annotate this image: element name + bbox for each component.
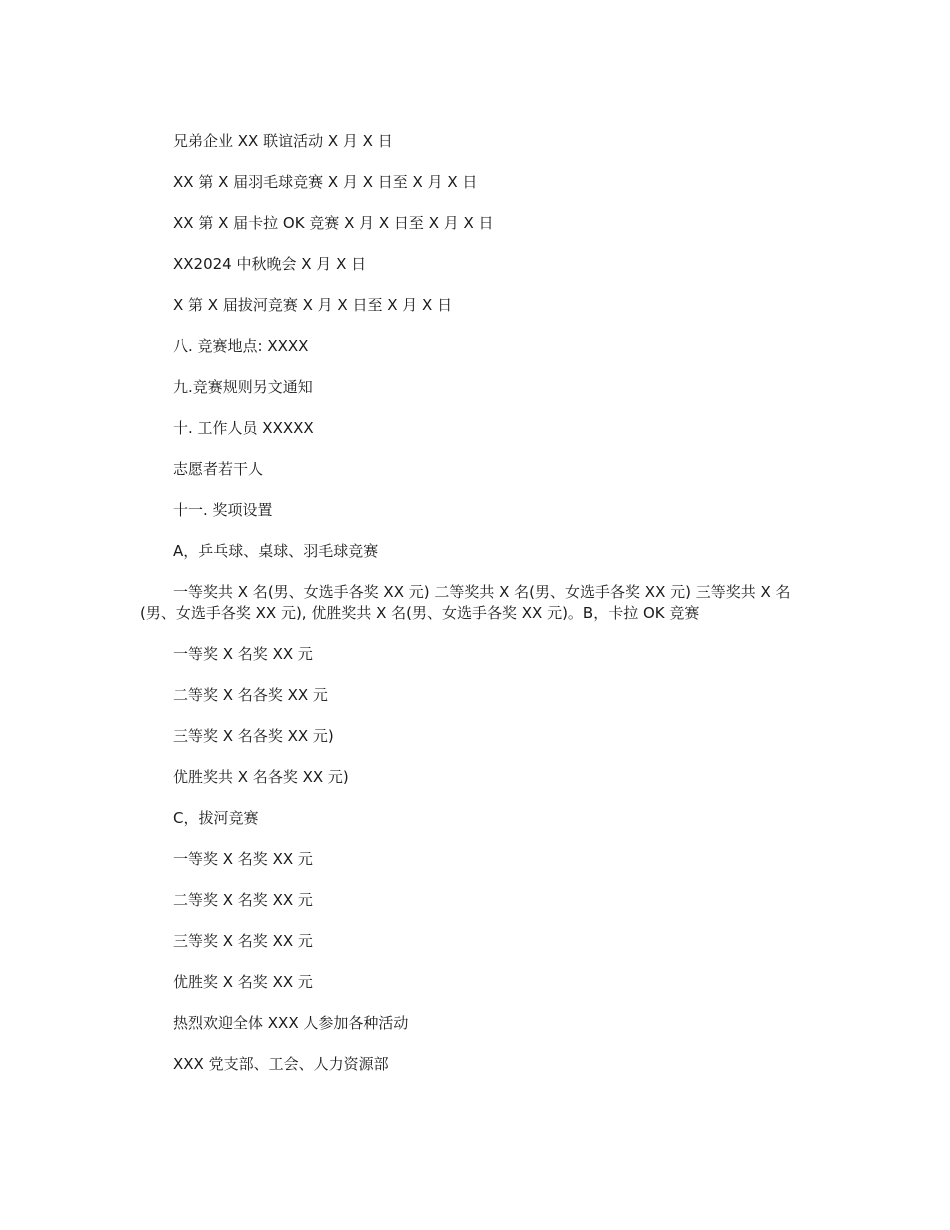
award-line: 一等奖 X 名奖 XX 元	[173, 645, 313, 663]
paragraph-event-tug-of-war: X 第 X 届拔河竞赛 X 月 X 日至 X 月 X 日	[173, 296, 453, 314]
award-line: 二等奖 X 名各奖 XX 元	[173, 686, 328, 704]
award-line: 二等奖 X 名奖 XX 元	[173, 891, 313, 909]
paragraph-event-badminton: XX 第 X 届羽毛球竞赛 X 月 X 日至 X 月 X 日	[173, 173, 478, 191]
paragraph-welcome: 热烈欢迎全体 XXX 人参加各种活动	[173, 1014, 409, 1032]
award-line: 优胜奖共 X 名各奖 XX 元)	[173, 768, 349, 786]
document-body	[140, 131, 820, 1095]
award-line: 三等奖 X 名各奖 XX 元)	[173, 727, 334, 745]
paragraph-signature: XXX 党支部、工会、人力资源部	[173, 1055, 389, 1073]
section-heading-rules: 九.竞赛规则另文通知	[173, 378, 313, 396]
subheading-tug-of-war: C，拔河竞赛	[173, 809, 259, 827]
paragraph-event-mid-autumn: XX2024 中秋晚会 X 月 X 日	[173, 255, 367, 273]
section-heading-staff: 十. 工作人员 XXXXX	[173, 419, 314, 437]
section-heading-venue: 八. 竞赛地点: XXXX	[173, 337, 309, 355]
award-line: 一等奖 X 名奖 XX 元	[173, 850, 313, 868]
section-heading-awards: 十一. 奖项设置	[173, 501, 273, 519]
paragraph-ball-games-awards: 一等奖共 X 名(男、女选手各奖 XX 元) 二等奖共 X 名(男、女选手各奖 XX 元) 三等奖共 X 名(男、女选手各奖 XX 元), 优胜奖共 X 名(男、女选手各奖 XX 元)。B，卡拉 OK 竞赛	[140, 583, 791, 622]
paragraph-volunteers: 志愿者若干人	[173, 460, 264, 478]
award-line: 优胜奖 X 名奖 XX 元	[173, 973, 313, 991]
paragraph-event-karaoke: XX 第 X 届卡拉 OK 竞赛 X 月 X 日至 X 月 X 日	[173, 214, 494, 232]
award-line: 三等奖 X 名奖 XX 元	[173, 932, 313, 950]
subheading-ball-games: A，乒乓球、桌球、羽毛球竞赛	[173, 542, 379, 560]
paragraph-event-fraternal: 兄弟企业 XX 联谊活动 X 月 X 日	[173, 132, 393, 150]
